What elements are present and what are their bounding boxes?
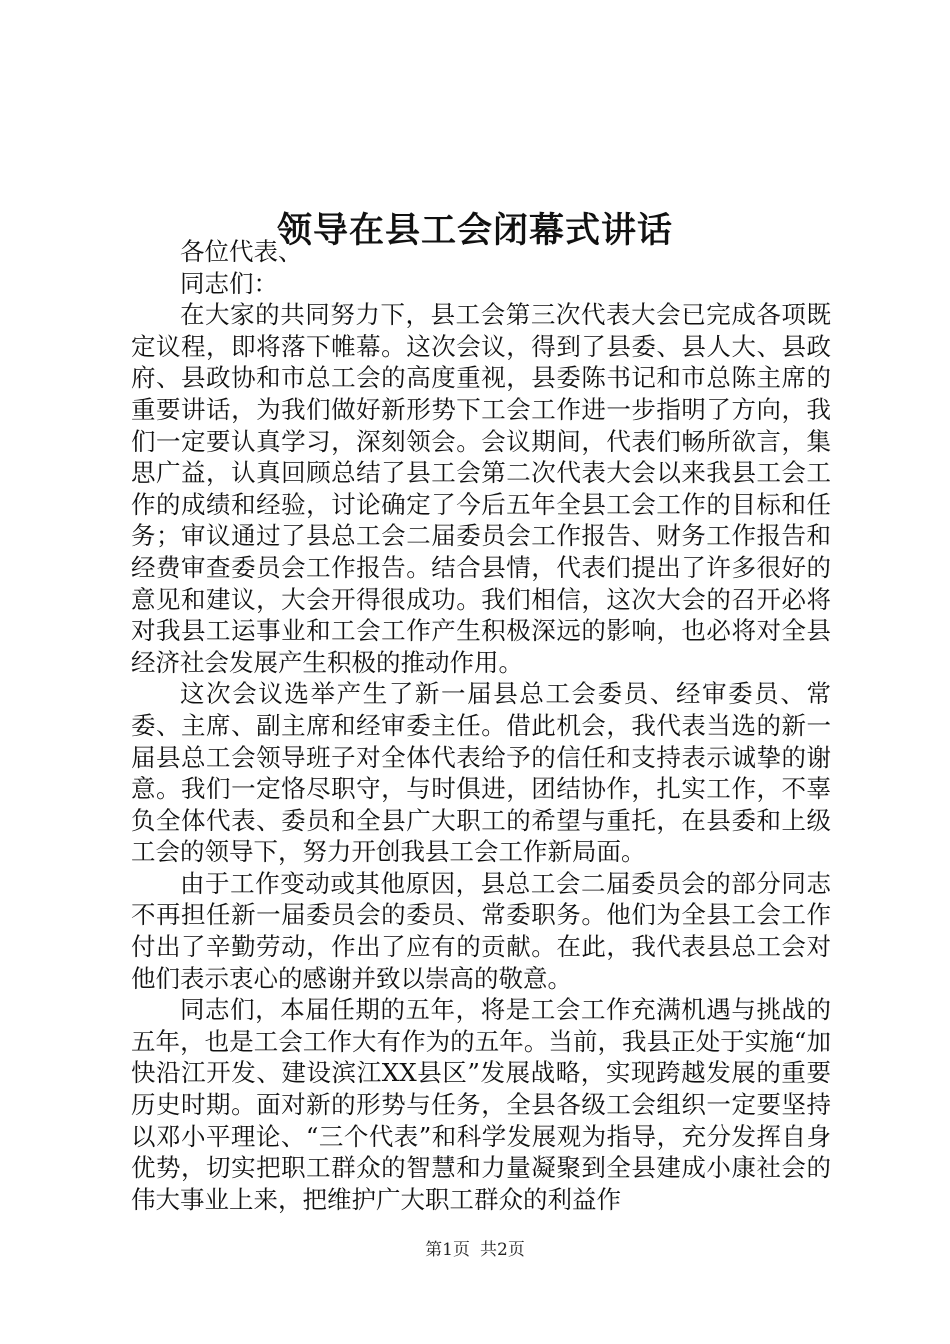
document-title: 领导在县工会闭幕式讲话 xyxy=(276,210,673,252)
paragraph-1: 在大家的共同努力下，县工会第三次代表大会已完成各项既定议程，即将落下帷幕。这次会议，得到了县委、县人大、县政府、县政协和市总工会的高度重视，县委陈书记和市总陈主席的重要讲话，为我们做好新形势下工会工作进一步指明了方向，我们一定要认真学习，深刻领会。会议期间，代表们畅所欲言，集思广益，认真回顾总结了县工会第二次代表大会以来我县工会工作的成绩和经验，讨论确定了今后五年全县工会工作的目标和任务；审议通过了县总工会二届委员会工作报告、财务工作报告和经费审查委员会工作报告。结合县情，代表们提出了许多很好的意见和建议，大会开得很成功。我们相信，这次大会的召开必将对我县工运事业和工会工作产生积极深远的影响，也必将对全县经济社会发展产生积极的推动作用。 xyxy=(131,300,831,677)
salutation-comrades: 同志们： xyxy=(180,268,278,298)
document-body xyxy=(131,236,831,1215)
paragraph-3: 由于工作变动或其他原因，县总工会二届委员会的部分同志不再担任新一届委员会的委员、常委职务。他们为全县工会工作付出了辛勤劳动，作出了应有的贡献。在此，我代表县总工会对他们表示衷心的感谢并致以崇高的敬意。 xyxy=(131,868,831,993)
page-footer xyxy=(0,1238,950,1262)
salutation-delegates: 各位代表、 xyxy=(180,237,303,266)
paragraph-4: 同志们，本届任期的五年，将是工会工作充满机遇与挑战的五年，也是工会工作大有作为的五年。当前，我县正处于实施“加快沿江开发、建设滨江XX县区”发展战略，实现跨越发展的重要历史时期。面对新的形势与任务，全县各级工会组织一定要坚持以邓小平理论、“三个代表”和科学发展观为指导，充分发挥自身优势，切实把职工群众的智慧和力量凝聚到全县建成小康社会的伟大事业上来，把维护广大职工群众的利益作 xyxy=(131,995,831,1214)
page-number: 第1页 xyxy=(425,1240,470,1260)
page-total: 共2页 xyxy=(480,1240,525,1260)
paragraph-2: 这次会议选举产生了新一届县总工会委员、经审委员、常委、主席、副主席和经审委主任。借此机会，我代表当选的新一届县总工会领导班子对全体代表给予的信任和支持表示诚挚的谢意。我们一定恪尽职守，与时俱进，团结协作，扎实工作，不辜负全体代表、委员和全县广大职工的希望与重托，在县委和上级工会的领导下，努力开创我县工会工作新局面。 xyxy=(131,679,831,867)
